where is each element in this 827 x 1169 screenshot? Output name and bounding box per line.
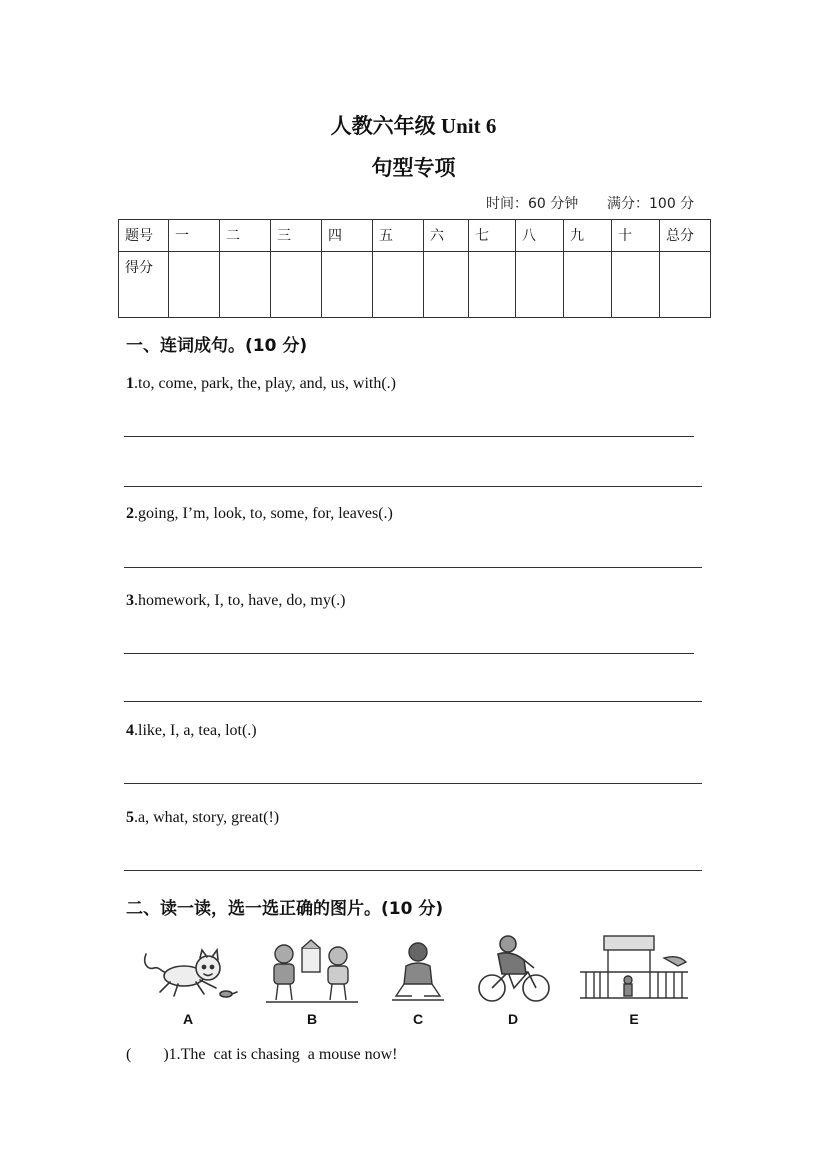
answer-line[interactable] bbox=[124, 783, 702, 784]
table-cell: 三 bbox=[271, 220, 322, 252]
score-input-cell[interactable] bbox=[469, 252, 516, 318]
full-score-label: 满分：100 分 bbox=[607, 196, 695, 212]
table-cell: 八 bbox=[516, 220, 564, 252]
picture-c bbox=[386, 938, 450, 1027]
score-input-cell[interactable] bbox=[612, 252, 660, 318]
question-3: 3.homework, I, to, have, do, my(.) bbox=[126, 592, 346, 609]
picture-e bbox=[578, 932, 690, 1027]
table-cell: 六 bbox=[424, 220, 469, 252]
picture-label: C bbox=[412, 1011, 424, 1027]
score-input-cell[interactable] bbox=[564, 252, 612, 318]
answer-line[interactable] bbox=[124, 870, 702, 871]
table-cell: 五 bbox=[373, 220, 424, 252]
question-4: 4.like, I, a, tea, lot(.) bbox=[126, 722, 257, 739]
table-cell: 二 bbox=[220, 220, 271, 252]
table-cell: 得分 bbox=[119, 252, 169, 318]
section-1-heading: 一、连词成句。(10 分) bbox=[126, 336, 308, 356]
answer-line[interactable] bbox=[124, 701, 702, 702]
score-input-cell[interactable] bbox=[516, 252, 564, 318]
score-table bbox=[118, 219, 711, 318]
table-cell: 九 bbox=[564, 220, 612, 252]
score-input-cell[interactable] bbox=[322, 252, 373, 318]
answer-line[interactable] bbox=[124, 486, 702, 487]
table-cell: 十 bbox=[612, 220, 660, 252]
picture-b bbox=[262, 938, 362, 1027]
score-input-cell[interactable] bbox=[424, 252, 469, 318]
question-1: 1.to, come, park, the, play, and, us, with(.) bbox=[126, 375, 397, 392]
boy-sitting-icon bbox=[386, 938, 450, 1006]
score-input-cell[interactable] bbox=[169, 252, 220, 318]
picture-label: B bbox=[306, 1011, 318, 1027]
score-input-cell[interactable] bbox=[271, 252, 322, 318]
zoo-gate-icon bbox=[578, 932, 690, 1006]
children-walking-icon bbox=[262, 938, 362, 1006]
section-2-heading: 二、读一读，选一选正确的图片。(10 分) bbox=[126, 899, 444, 919]
score-input-cell[interactable] bbox=[373, 252, 424, 318]
picture-label: A bbox=[182, 1011, 194, 1027]
man-riding-bike-icon bbox=[472, 932, 554, 1006]
score-table-score-row bbox=[119, 252, 711, 318]
answer-line[interactable] bbox=[124, 653, 694, 654]
score-table-header-row bbox=[119, 220, 711, 252]
picture-a bbox=[138, 938, 238, 1027]
answer-line[interactable] bbox=[124, 567, 702, 568]
page-title: 人教六年级 Unit 6 bbox=[330, 114, 497, 138]
table-cell: 总分 bbox=[660, 220, 711, 252]
picture-label: D bbox=[507, 1011, 519, 1027]
picture-label: E bbox=[629, 1011, 639, 1027]
page-subtitle: 句型专项 bbox=[371, 156, 456, 180]
time-label: 时间：60 分钟 bbox=[486, 196, 579, 212]
table-cell: 七 bbox=[469, 220, 516, 252]
picture-question-1: ( )1.The cat is chasing a mouse now! bbox=[126, 1046, 398, 1063]
score-input-cell[interactable] bbox=[220, 252, 271, 318]
table-cell: 四 bbox=[322, 220, 373, 252]
answer-line[interactable] bbox=[124, 436, 694, 437]
table-cell: 一 bbox=[169, 220, 220, 252]
score-input-cell[interactable] bbox=[660, 252, 711, 318]
question-5: 5.a, what, story, great(!) bbox=[126, 809, 280, 826]
cat-chasing-mouse-icon bbox=[138, 938, 238, 1006]
question-2: 2.going, I’m, look, to, some, for, leaves(.) bbox=[126, 505, 393, 522]
table-cell: 题号 bbox=[119, 220, 169, 252]
picture-d bbox=[472, 932, 554, 1027]
